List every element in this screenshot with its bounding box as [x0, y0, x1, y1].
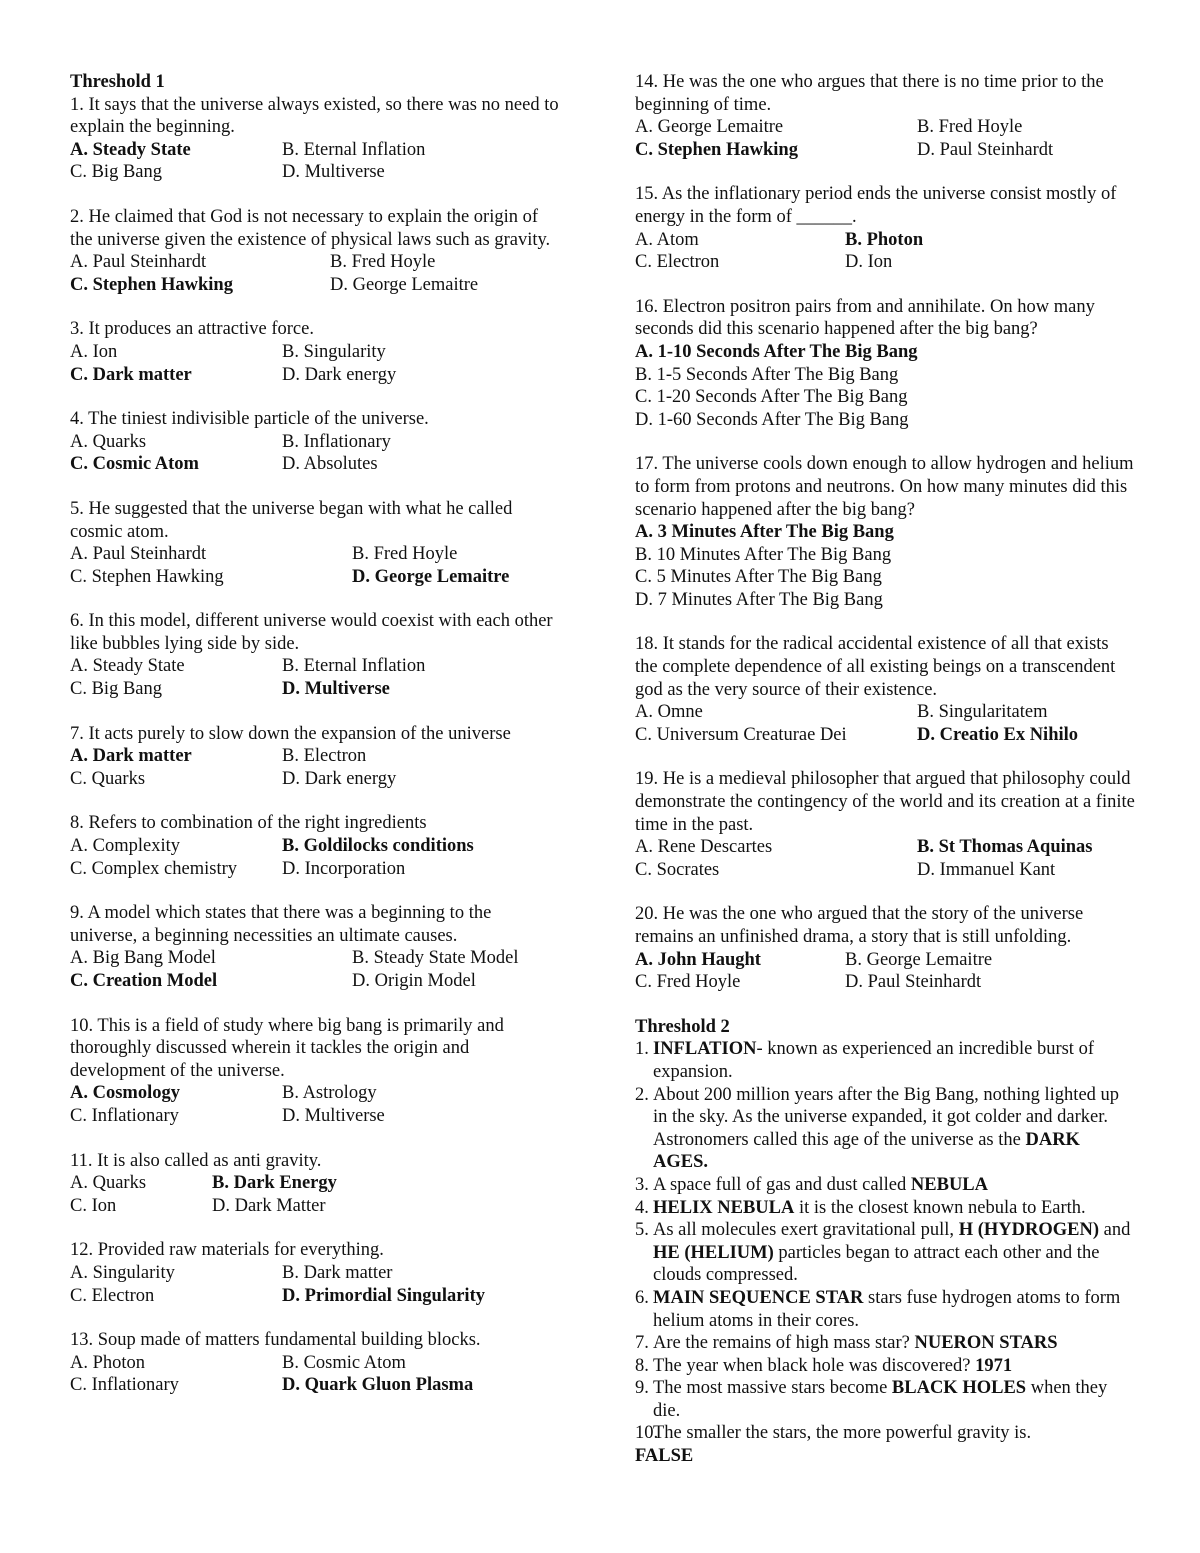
item-answer-bold: H (HYDROGEN) [958, 1220, 1099, 1241]
question-block [70, 902, 560, 992]
question-stem: 6. In this model, different universe would coexist with each other like bubbles lying side by side. [70, 611, 553, 654]
answer-option: A. Steady State [70, 656, 185, 677]
item-text-segment: it is the closest known nebula to Earth. [794, 1197, 1086, 1218]
question-block [635, 296, 1135, 432]
answer-options [70, 251, 560, 296]
answer-option-correct: B. Goldilocks conditions [282, 836, 474, 857]
answer-option: D. 7 Minutes After The Big Bang [635, 589, 883, 610]
question-block [70, 318, 560, 386]
answer-option: A. Paul Steinhardt [70, 544, 207, 565]
threshold-2-item [635, 1332, 1135, 1355]
question-stem: 3. It produces an attractive force. [70, 319, 314, 340]
answer-option: B. Fred Hoyle [917, 117, 1023, 138]
answer-option: D. Incorporation [282, 858, 406, 879]
answer-option: C. Inflationary [70, 1375, 179, 1396]
right-column [635, 71, 1135, 1468]
answer-option: C. 1-20 Seconds After The Big Bang [635, 387, 908, 408]
question-block [70, 1329, 560, 1397]
section-title-threshold-1: Threshold 1 [70, 72, 165, 92]
item-text [653, 1197, 1135, 1220]
threshold-2-item [635, 1219, 1135, 1287]
question-block [70, 812, 560, 880]
question-block [70, 94, 560, 184]
answer-option: D. Paul Steinhardt [845, 972, 982, 993]
question-block [70, 206, 560, 296]
threshold-2-list [635, 1038, 1135, 1445]
threshold-2-item [635, 1287, 1135, 1332]
threshold-2-item [635, 1084, 1135, 1174]
question-block [70, 1015, 560, 1128]
answer-option: A. Big Bang Model [70, 948, 216, 969]
item-text-segment: Are the remains of high mass star? [653, 1333, 915, 1354]
answer-options [70, 543, 560, 588]
answer-option: C. Socrates [635, 859, 720, 880]
answer-option: B. Cosmic Atom [282, 1352, 406, 1373]
answer-option: C. Big Bang [70, 162, 162, 183]
answer-option-correct: B. St Thomas Aquinas [917, 837, 1093, 858]
left-column [70, 71, 560, 1419]
answer-option: A. Rene Descartes [635, 837, 773, 858]
answer-option: A. Paul Steinhardt [70, 252, 207, 273]
question-stem: 12. Provided raw materials for everything. [70, 1240, 384, 1261]
item-number: 7. [635, 1333, 649, 1354]
answer-option: D. Dark energy [282, 364, 397, 385]
question-stem: 8. Refers to combination of the right ingredients [70, 813, 427, 834]
item-text-segment: particles began to attract each other and the clouds compressed. [653, 1242, 1100, 1286]
answer-option: D. 1-60 Seconds After The Big Bang [635, 409, 909, 430]
answer-options [635, 701, 1135, 746]
answer-option: D. Absolutes [282, 454, 378, 475]
question-block [70, 723, 560, 791]
answer-option: D. Multiverse [282, 1105, 385, 1126]
answer-option: C. Electron [635, 252, 720, 273]
answer-option: B. Eternal Inflation [282, 656, 426, 677]
question-stem: 2. He claimed that God is not necessary to explain the origin of the universe given the existence of physical laws such as gravity. [70, 206, 551, 250]
question-block [635, 71, 1135, 161]
answer-options [70, 947, 560, 992]
question-stem: 10. This is a field of study where big bang is primarily and thoroughly discussed wherein it tackles the origin and development of the universe. [70, 1015, 504, 1081]
answer-option: C. Ion [70, 1195, 117, 1216]
question-stem: 16. Electron positron pairs from and annihilate. On how many seconds did this scenario happened after the big bang? [635, 296, 1095, 340]
answer-option: A. Photon [70, 1352, 146, 1373]
answer-option: A. George Lemaitre [635, 117, 784, 138]
item-text-segment: As all molecules exert gravitational pull, [653, 1220, 959, 1241]
question-block [635, 183, 1135, 273]
answer-options [70, 1352, 560, 1397]
item-text-segment: when they die. [653, 1378, 1108, 1421]
item-answer-bold: 1971 [975, 1355, 1013, 1376]
answer-options [635, 116, 1135, 161]
answer-option: C. Complex chemistry [70, 858, 237, 879]
item-text [653, 1174, 1135, 1197]
answer-option: C. Big Bang [70, 679, 162, 700]
answer-option: C. Universum Creaturae Dei [635, 724, 847, 745]
answer-option: B. 10 Minutes After The Big Bang [635, 544, 892, 565]
answer-options [70, 1262, 560, 1307]
item-text [653, 1084, 1135, 1174]
answer-option-correct: A. 3 Minutes After The Big Bang [635, 522, 894, 543]
answer-option: B. Eternal Inflation [282, 139, 426, 160]
item-text [653, 1332, 1135, 1355]
answer-options [70, 1082, 560, 1127]
item-text [653, 1422, 1135, 1445]
answer-option-correct: D. Multiverse [282, 679, 390, 700]
answer-option-correct: C. Creation Model [70, 971, 218, 991]
question-list-right [635, 71, 1135, 994]
item-number: 6. [635, 1287, 649, 1308]
answer-option-correct: A. John Haught [635, 949, 761, 970]
answer-options [635, 836, 1135, 881]
answer-option: A. Complexity [70, 836, 180, 857]
answer-options [70, 431, 560, 476]
answer-option: B. 1-5 Seconds After The Big Bang [635, 364, 899, 385]
answer-option: D. Origin Model [352, 971, 476, 991]
answer-option: B. Inflationary [282, 431, 391, 452]
answer-option: B. Singularity [282, 341, 386, 362]
question-stem: 15. As the inflationary period ends the universe consist mostly of energy in the form of ______. [635, 184, 1117, 227]
answer-option-correct: D. George Lemaitre [352, 566, 510, 587]
item-number: 9. [635, 1378, 649, 1399]
answer-option-correct: B. Photon [845, 229, 924, 250]
question-block [635, 453, 1135, 611]
question-block [70, 498, 560, 588]
answer-option: D. Ion [845, 252, 893, 273]
item-answer-bold: DARK AGES. [653, 1129, 1080, 1173]
item-text-segment: stars fuse hydrogen atoms to form helium atoms in their cores. [653, 1287, 1121, 1331]
item-text [653, 1355, 1135, 1378]
answer-option: C. Inflationary [70, 1105, 179, 1126]
threshold-2-item [635, 1422, 1135, 1445]
item-number: 1. [635, 1039, 649, 1060]
item-number: 10. [635, 1423, 659, 1444]
answer-option: D. Multiverse [282, 162, 385, 183]
answer-options [635, 341, 1135, 431]
item-answer-bold: HELIX NEBULA [653, 1197, 795, 1218]
answer-options [635, 229, 1135, 274]
item-number: 3. [635, 1174, 649, 1195]
question-stem: 11. It is also called as anti gravity. [70, 1150, 322, 1171]
answer-option-correct: D. Creatio Ex Nihilo [917, 724, 1079, 745]
threshold-2-item [635, 1174, 1135, 1197]
answer-options [635, 521, 1135, 611]
answer-option: A. Singularity [70, 1262, 175, 1283]
item-text-segment: - known as experienced an incredible burst of expansion. [653, 1039, 1094, 1082]
answer-option: A. Quarks [70, 431, 147, 452]
answer-option: A. Omne [635, 702, 703, 723]
answer-option: C. Quarks [70, 768, 146, 789]
question-stem: 18. It stands for the radical accidental existence of all that exists the complete dependence of all existing beings on a transcendent god as the very source of their existence. [635, 634, 1116, 700]
item-text-segment: About 200 million years after the Big Bang, nothing lighted up in the sky. As the universe expanded, it got colder and darker. Astronomers called this age of the universe as the [653, 1084, 1120, 1150]
question-block [635, 633, 1135, 746]
answer-option: B. Singularitatem [917, 702, 1048, 723]
answer-option: C. Fred Hoyle [635, 972, 741, 993]
answer-option: D. Immanuel Kant [917, 859, 1056, 880]
question-stem: 1. It says that the universe always existed, so there was no need to explain the beginning. [70, 94, 559, 138]
answer-option-correct: A. Cosmology [70, 1083, 180, 1104]
answer-option: B. Steady State Model [352, 948, 519, 969]
answer-option: D. Paul Steinhardt [917, 139, 1054, 160]
question-stem: 13. Soup made of matters fundamental building blocks. [70, 1330, 481, 1351]
answer-option: A. Quarks [70, 1173, 147, 1194]
item-answer-bold: NUERON STARS [914, 1333, 1058, 1354]
question-stem: 19. He is a medieval philosopher that argued that philosophy could demonstrate the contingency of the world and its creation at a finite time in the past. [635, 769, 1135, 835]
threshold-2-item [635, 1355, 1135, 1378]
threshold-2-item [635, 1197, 1135, 1220]
answer-options [70, 655, 560, 700]
answer-option: D. Dark energy [282, 768, 397, 789]
answer-option-correct: C. Cosmic Atom [70, 454, 199, 475]
question-stem: 9. A model which states that there was a beginning to the universe, a beginning necessities an ultimate causes. [70, 903, 492, 946]
item-text [653, 1377, 1135, 1422]
answer-option: B. Electron [282, 746, 367, 767]
answer-option: A. Ion [70, 341, 118, 362]
answer-option: B. Dark matter [282, 1262, 393, 1283]
answer-options [70, 1172, 560, 1217]
answer-option: B. George Lemaitre [845, 949, 993, 970]
answer-option: D. Dark Matter [212, 1195, 326, 1216]
item-text-segment: A space full of gas and dust called [653, 1174, 911, 1195]
item-answer-bold: NEBULA [910, 1174, 989, 1195]
threshold-2-final-answer: FALSE [635, 1446, 694, 1467]
question-block [70, 1150, 560, 1218]
item-answer-bold: INFLATION [653, 1039, 757, 1060]
question-stem: 14. He was the one who argues that there is no time prior to the beginning of time. [635, 72, 1104, 115]
question-stem: 5. He suggested that the universe began with what he called cosmic atom. [70, 498, 513, 542]
answer-options [70, 139, 560, 184]
item-number: 4. [635, 1197, 649, 1218]
question-stem: 20. He was the one who argued that the story of the universe remains an unfinished drama, a story that is still unfolding. [635, 904, 1084, 947]
item-number: 5. [635, 1220, 649, 1241]
item-number: 8. [635, 1355, 649, 1376]
question-block [70, 408, 560, 476]
answer-option-correct: A. Dark matter [70, 746, 192, 767]
item-answer-bold: BLACK HOLES [891, 1378, 1027, 1399]
answer-option: B. Fred Hoyle [330, 252, 436, 273]
answer-option-correct: D. Primordial Singularity [282, 1285, 485, 1306]
answer-option-correct: C. Dark matter [70, 364, 192, 385]
answer-option: A. Atom [635, 229, 699, 250]
item-number: 2. [635, 1084, 649, 1105]
item-text [653, 1219, 1135, 1287]
answer-option: C. Electron [70, 1285, 155, 1306]
item-text [653, 1038, 1135, 1083]
answer-options [70, 835, 560, 880]
answer-option-correct: D. Quark Gluon Plasma [282, 1375, 474, 1396]
question-block [70, 1239, 560, 1307]
answer-options [70, 745, 560, 790]
answer-option-correct: A. 1-10 Seconds After The Big Bang [635, 341, 918, 362]
item-answer-bold: HE (HELIUM) [653, 1242, 774, 1263]
answer-option-correct: A. Steady State [70, 139, 191, 160]
answer-options [70, 341, 560, 386]
item-text-segment: The year when black hole was discovered? [653, 1355, 976, 1376]
threshold-2-item [635, 1038, 1135, 1083]
answer-option: B. Fred Hoyle [352, 544, 458, 565]
question-stem: 7. It acts purely to slow down the expansion of the universe [70, 723, 511, 744]
item-text [653, 1287, 1135, 1332]
answer-option: D. George Lemaitre [330, 274, 479, 295]
answer-options [635, 949, 1135, 994]
question-list-left [70, 94, 560, 1397]
threshold-2-item [635, 1377, 1135, 1422]
answer-option: C. 5 Minutes After The Big Bang [635, 567, 882, 588]
question-block [70, 610, 560, 700]
answer-option-correct: B. Dark Energy [212, 1173, 337, 1194]
section-title-threshold-2: Threshold 2 [635, 1016, 730, 1037]
answer-option-correct: C. Stephen Hawking [635, 139, 798, 160]
question-block [635, 903, 1135, 993]
item-text-segment: and [1098, 1220, 1131, 1241]
answer-option: B. Astrology [282, 1083, 377, 1104]
item-text-segment: The smaller the stars, the more powerful gravity is. [653, 1423, 1032, 1444]
item-text-segment: The most massive stars become [653, 1378, 892, 1399]
question-block [635, 768, 1135, 881]
question-stem: 4. The tiniest indivisible particle of the universe. [70, 409, 429, 430]
question-stem: 17. The universe cools down enough to allow hydrogen and helium to form from protons and neutrons. On how many minutes did this scenario happened after the big bang? [635, 454, 1134, 520]
answer-option-correct: C. Stephen Hawking [70, 274, 233, 295]
answer-option: C. Stephen Hawking [70, 566, 224, 587]
item-answer-bold: MAIN SEQUENCE STAR [653, 1287, 864, 1308]
